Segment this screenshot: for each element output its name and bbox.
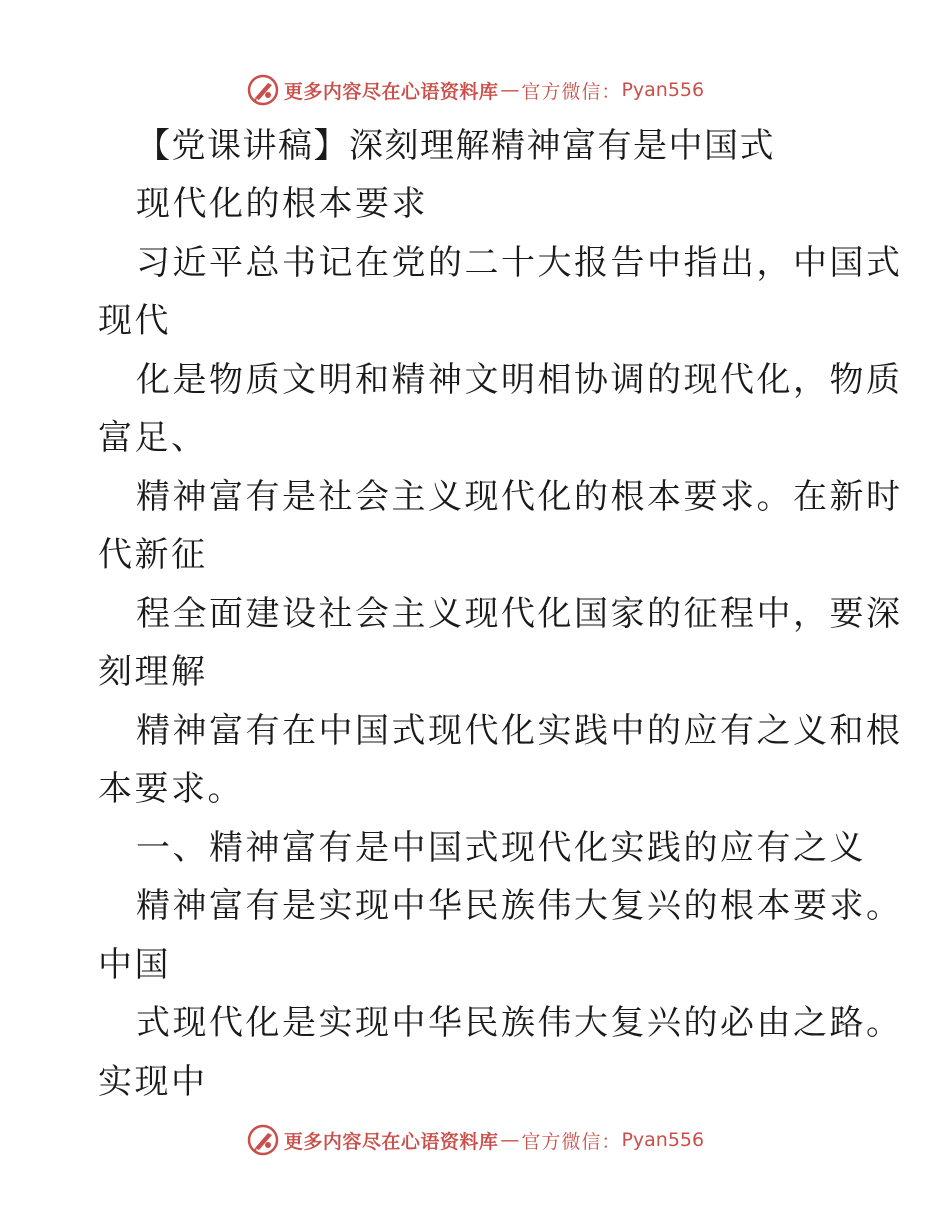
paragraph-line: 精神富有是社会主义现代化的根本要求。在新时: [136, 477, 903, 517]
watermark-text: 更多内容尽在心语资料库: [283, 1130, 499, 1153]
paragraph-line: 精神富有是实现中华民族伟大复兴的根本要求。: [136, 886, 903, 926]
paragraph-line: 富足、: [98, 418, 208, 458]
paragraph-line: 程全面建设社会主义现代化国家的征程中，要深: [136, 594, 903, 634]
paragraph-line: 代新征: [98, 535, 208, 575]
watermark-wechat-id: Pyan556: [621, 1129, 705, 1151]
paragraph-line: 现代: [98, 301, 171, 341]
document-title-line-2: 现代化的根本要求: [136, 184, 428, 224]
watermark-wechat-label: 官方微信：: [521, 80, 622, 103]
watermark-separator: —: [500, 1129, 520, 1151]
header-watermark: [0, 72, 950, 108]
paragraph-line: 式现代化是实现中华民族伟大复兴的必由之路。: [136, 1003, 903, 1043]
paragraph-line: 中国: [98, 945, 171, 985]
paragraph-line: 精神富有在中国式现代化实践中的应有之义和根: [136, 711, 903, 751]
footer-watermark: [0, 1122, 950, 1158]
paragraph-line: 化是物质文明和精神文明相协调的现代化，物质: [136, 360, 903, 400]
document-title-line-1: 【党课讲稿】深刻理解精神富有是中国式: [136, 126, 775, 166]
paragraph-line: 刻理解: [98, 652, 208, 692]
pen-logo-icon: [246, 1123, 280, 1157]
section-heading: 一、精神富有是中国式现代化实践的应有之义: [136, 828, 866, 868]
watermark-wechat-id: Pyan556: [621, 79, 705, 101]
pen-logo-icon: [246, 73, 280, 107]
watermark-separator: —: [500, 79, 520, 101]
paragraph-line: 实现中: [98, 1062, 208, 1102]
paragraph-line: 习近平总书记在党的二十大报告中指出，中国式: [136, 243, 903, 283]
paragraph-line: 本要求。: [98, 769, 244, 809]
watermark-text: 更多内容尽在心语资料库: [283, 80, 499, 103]
watermark-wechat-label: 官方微信：: [521, 1130, 622, 1153]
